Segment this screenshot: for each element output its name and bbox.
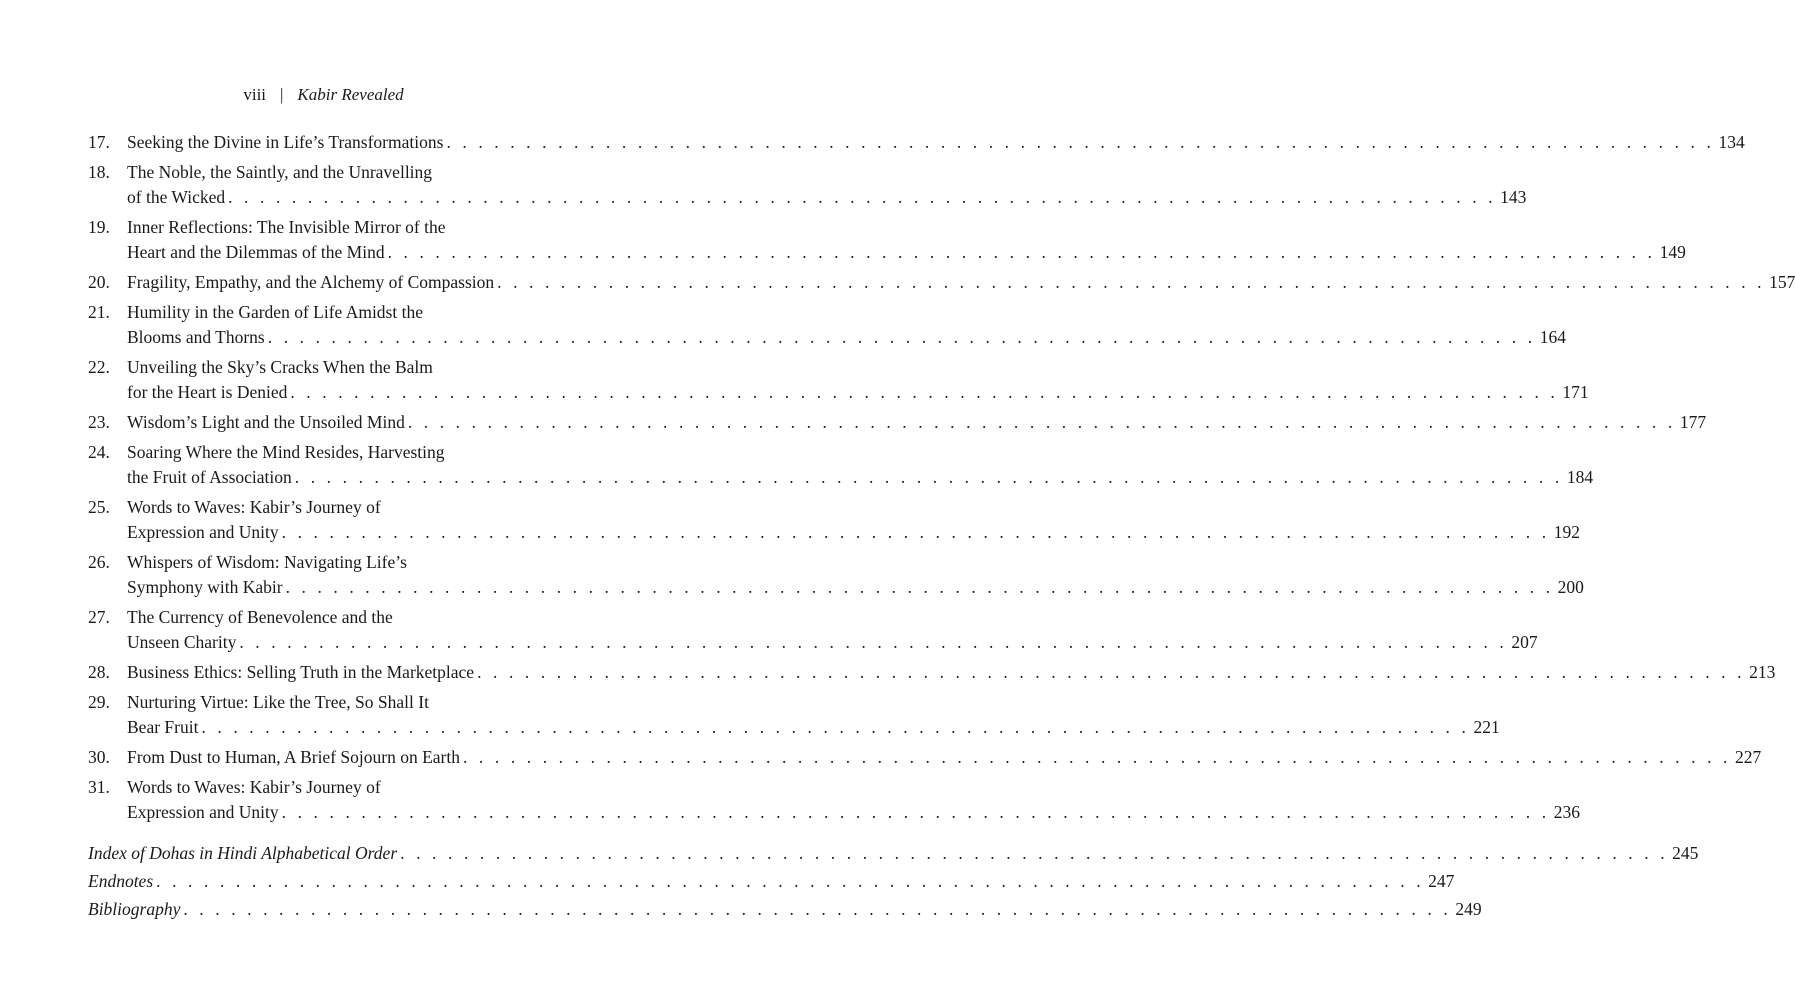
entry-page-number: 184 bbox=[1566, 467, 1594, 487]
dot-leader: . . . . . . . . . . . . . . . . . . . . . . . . . . . . . . . . . . . . . . . . . . . . . . . . . . . . . . . . . . . . . . . . . . . . . . . . . . . . . . . . bbox=[387, 242, 1656, 262]
toc-entry[interactable] bbox=[88, 690, 1500, 740]
entry-title-text: for the Heart is Denied bbox=[127, 382, 288, 402]
chapter-title-line: Words to Waves: Kabir’s Journey of bbox=[127, 497, 381, 517]
back-matter-entry[interactable] bbox=[88, 841, 1699, 866]
entry-last-line bbox=[127, 575, 1584, 600]
toc-entry[interactable] bbox=[88, 440, 1594, 490]
entry-last-line bbox=[88, 869, 1455, 894]
chapter-title bbox=[127, 690, 1500, 740]
chapter-number: 21. bbox=[88, 302, 110, 322]
table-of-contents bbox=[88, 130, 1795, 925]
entry-last-line bbox=[127, 745, 1762, 770]
toc-entry-row bbox=[88, 300, 1567, 350]
entry-page-number: 164 bbox=[1539, 327, 1567, 347]
toc-entry[interactable] bbox=[88, 215, 1686, 265]
entry-last-line bbox=[127, 325, 1567, 350]
chapter-title-line: Unveiling the Sky’s Cracks When the Balm bbox=[127, 357, 433, 377]
toc-entry-row bbox=[88, 160, 1527, 210]
dot-leader: . . . . . . . . . . . . . . . . . . . . . . . . . . . . . . . . . . . . . . . . . . . . . . . . . . . . . . . . . . . . . . . . . . . . . . . . . . . . . . . . bbox=[400, 843, 1669, 863]
entry-last-line bbox=[127, 240, 1686, 265]
toc-entry-row bbox=[88, 550, 1584, 600]
toc-entry[interactable] bbox=[88, 775, 1580, 825]
dot-leader: . . . . . . . . . . . . . . . . . . . . . . . . . . . . . . . . . . . . . . . . . . . . . . . . . . . . . . . . . . . . . . . . . . . . . . . . . . . . . . . . bbox=[183, 899, 1452, 919]
chapter-number: 31. bbox=[88, 777, 110, 797]
entry-last-line bbox=[88, 897, 1482, 922]
entry-last-line bbox=[127, 270, 1795, 295]
toc-entry-row bbox=[88, 495, 1580, 545]
dot-leader: . . . . . . . . . . . . . . . . . . . . . . . . . . . . . . . . . . . . . . . . . . . . . . . . . . . . . . . . . . . . . . . . . . . . . . . . . . . . . . . . bbox=[239, 632, 1508, 652]
toc-entry-row bbox=[88, 775, 1580, 825]
entry-page-number: 213 bbox=[1749, 662, 1776, 682]
chapter-number: 20. bbox=[88, 272, 110, 292]
entry-page-number: 192 bbox=[1553, 522, 1580, 542]
toc-entry-row bbox=[88, 660, 1776, 685]
entry-page-number: 207 bbox=[1511, 632, 1538, 652]
chapter-number: 18. bbox=[88, 162, 110, 182]
back-matter-entry[interactable] bbox=[88, 897, 1482, 922]
chapter-title-line: The Noble, the Saintly, and the Unravelling bbox=[127, 162, 433, 182]
dot-leader: . . . . . . . . . . . . . . . . . . . . . . . . . . . . . . . . . . . . . . . . . . . . . . . . . . . . . . . . . . . . . . . . . . . . . . . . . . . . . . . . bbox=[497, 272, 1766, 292]
running-header bbox=[0, 84, 647, 106]
toc-entry-row bbox=[88, 270, 1795, 295]
entry-title-text: Expression and Unity bbox=[127, 802, 279, 822]
book-title: Kabir Revealed bbox=[297, 85, 404, 104]
chapter-number: 17. bbox=[88, 132, 110, 152]
chapter-title bbox=[127, 160, 1527, 210]
entry-page-number: 227 bbox=[1735, 747, 1762, 767]
chapter-title bbox=[127, 550, 1584, 600]
entry-last-line bbox=[127, 715, 1500, 740]
dot-leader: . . . . . . . . . . . . . . . . . . . . . . . . . . . . . . . . . . . . . . . . . . . . . . . . . . . . . . . . . . . . . . . . . . . . . . . . . . . . . . . . bbox=[462, 747, 1732, 767]
chapter-title bbox=[127, 130, 1745, 155]
toc-entry[interactable] bbox=[88, 550, 1584, 600]
header-separator: | bbox=[280, 85, 284, 104]
entry-page-number: 236 bbox=[1553, 802, 1580, 822]
chapter-number: 23. bbox=[88, 412, 110, 432]
toc-entry-row bbox=[88, 130, 1745, 155]
dot-leader: . . . . . . . . . . . . . . . . . . . . . . . . . . . . . . . . . . . . . . . . . . . . . . . . . . . . . . . . . . . . . . . . . . . . . . . . . . . . . . . . bbox=[281, 522, 1550, 542]
chapter-title bbox=[127, 300, 1567, 350]
chapter-title bbox=[127, 605, 1538, 655]
entry-title-text: Symphony with Kabir bbox=[127, 577, 283, 597]
toc-entry[interactable] bbox=[88, 300, 1567, 350]
chapter-title-line: Whispers of Wisdom: Navigating Life’s bbox=[127, 552, 407, 572]
dot-leader: . . . . . . . . . . . . . . . . . . . . . . . . . . . . . . . . . . . . . . . . . . . . . . . . . . . . . . . . . . . . . . . . . . . . . . . . . . . . . . . . bbox=[446, 132, 1715, 152]
chapter-title bbox=[127, 775, 1580, 825]
entry-last-line bbox=[127, 660, 1776, 685]
entry-page-number: 200 bbox=[1557, 577, 1584, 597]
entry-title-text: Expression and Unity bbox=[127, 522, 279, 542]
entry-page-number: 247 bbox=[1428, 871, 1455, 891]
chapter-title bbox=[127, 355, 1589, 405]
chapter-number: 24. bbox=[88, 442, 110, 462]
entry-title-text: of the Wicked bbox=[127, 187, 226, 207]
toc-entry[interactable] bbox=[88, 495, 1580, 545]
toc-entry-row bbox=[88, 440, 1594, 490]
entry-last-line bbox=[88, 841, 1699, 866]
entry-last-line bbox=[127, 520, 1580, 545]
page-label: viii bbox=[243, 85, 267, 104]
entry-title-text: Seeking the Divine in Life’s Transformations bbox=[127, 132, 444, 152]
toc-entry[interactable] bbox=[88, 130, 1745, 155]
dot-leader: . . . . . . . . . . . . . . . . . . . . . . . . . . . . . . . . . . . . . . . . . . . . . . . . . . . . . . . . . . . . . . . . . . . . . . . . . . . . . . . . bbox=[228, 187, 1497, 207]
entry-page-number: 171 bbox=[1562, 382, 1589, 402]
toc-entry[interactable] bbox=[88, 270, 1795, 295]
chapter-title bbox=[127, 660, 1776, 685]
entry-title-text: Business Ethics: Selling Truth in the Marketplace bbox=[127, 662, 475, 682]
toc-entry[interactable] bbox=[88, 745, 1762, 770]
chapter-title-line: Soaring Where the Mind Resides, Harvesting bbox=[127, 442, 445, 462]
chapter-title bbox=[127, 270, 1795, 295]
entry-last-line bbox=[127, 185, 1527, 210]
dot-leader: . . . . . . . . . . . . . . . . . . . . . . . . . . . . . . . . . . . . . . . . . . . . . . . . . . . . . . . . . . . . . . . . . . . . . . . . . . . . . . . . bbox=[267, 327, 1536, 347]
chapter-number: 30. bbox=[88, 747, 110, 767]
toc-entry-row bbox=[88, 690, 1500, 740]
toc-entry[interactable] bbox=[88, 410, 1707, 435]
chapter-title bbox=[127, 410, 1707, 435]
chapter-number: 26. bbox=[88, 552, 110, 572]
chapter-number: 22. bbox=[88, 357, 110, 377]
chapter-title bbox=[127, 440, 1594, 490]
dot-leader: . . . . . . . . . . . . . . . . . . . . . . . . . . . . . . . . . . . . . . . . . . . . . . . . . . . . . . . . . . . . . . . . . . . . . . . . . . . . . . . . bbox=[281, 802, 1550, 822]
entry-title-text: From Dust to Human, A Brief Sojourn on Earth bbox=[127, 747, 460, 767]
entry-page-number: 249 bbox=[1455, 899, 1482, 919]
entry-title-text: Unseen Charity bbox=[127, 632, 237, 652]
toc-entry[interactable] bbox=[88, 160, 1527, 210]
dot-leader: . . . . . . . . . . . . . . . . . . . . . . . . . . . . . . . . . . . . . . . . . . . . . . . . . . . . . . . . . . . . . . . . . . . . . . . . . . . . . . . . bbox=[156, 871, 1425, 891]
chapter-number: 28. bbox=[88, 662, 110, 682]
toc-entry[interactable] bbox=[88, 605, 1538, 655]
entry-page-number: 149 bbox=[1659, 242, 1686, 262]
dot-leader: . . . . . . . . . . . . . . . . . . . . . . . . . . . . . . . . . . . . . . . . . . . . . . . . . . . . . . . . . . . . . . . . . . . . . . . . . . . . . . . . bbox=[285, 577, 1554, 597]
entry-title-text: Wisdom’s Light and the Unsoiled Mind bbox=[127, 412, 405, 432]
entry-title-text: Index of Dohas in Hindi Alphabetical Order bbox=[88, 843, 398, 863]
chapter-number: 29. bbox=[88, 692, 110, 712]
entry-page-number: 134 bbox=[1718, 132, 1745, 152]
chapter-title-line: Nurturing Virtue: Like the Tree, So Shall It bbox=[127, 692, 429, 712]
chapter-number: 19. bbox=[88, 217, 110, 237]
toc-entry[interactable] bbox=[88, 660, 1776, 685]
toc-entry-row bbox=[88, 410, 1707, 435]
chapter-number: 27. bbox=[88, 607, 110, 627]
entry-last-line bbox=[127, 130, 1745, 155]
chapter-title-line: Words to Waves: Kabir’s Journey of bbox=[127, 777, 381, 797]
dot-leader: . . . . . . . . . . . . . . . . . . . . . . . . . . . . . . . . . . . . . . . . . . . . . . . . . . . . . . . . . . . . . . . . . . . . . . . . . . . . . . . . bbox=[290, 382, 1559, 402]
chapter-title-line: The Currency of Benevolence and the bbox=[127, 607, 393, 627]
entry-title-text: Fragility, Empathy, and the Alchemy of Compassion bbox=[127, 272, 495, 292]
dot-leader: . . . . . . . . . . . . . . . . . . . . . . . . . . . . . . . . . . . . . . . . . . . . . . . . . . . . . . . . . . . . . . . . . . . . . . . . . . . . . . . . bbox=[294, 467, 1563, 487]
entry-title-text: Bibliography bbox=[88, 899, 181, 919]
entry-title-text: Blooms and Thorns bbox=[127, 327, 265, 347]
chapter-number: 25. bbox=[88, 497, 110, 517]
chapter-title bbox=[127, 745, 1762, 770]
entry-last-line bbox=[127, 630, 1538, 655]
entry-last-line bbox=[127, 465, 1594, 490]
toc-entry[interactable] bbox=[88, 355, 1589, 405]
chapter-title bbox=[127, 495, 1580, 545]
toc-entry-row bbox=[88, 215, 1686, 265]
back-matter-entry[interactable] bbox=[88, 869, 1455, 894]
toc-entry-row bbox=[88, 745, 1762, 770]
dot-leader: . . . . . . . . . . . . . . . . . . . . . . . . . . . . . . . . . . . . . . . . . . . . . . . . . . . . . . . . . . . . . . . . . . . . . . . . . . . . . . . . bbox=[407, 412, 1676, 432]
entry-title-text: Endnotes bbox=[88, 871, 154, 891]
dot-leader: . . . . . . . . . . . . . . . . . . . . . . . . . . . . . . . . . . . . . . . . . . . . . . . . . . . . . . . . . . . . . . . . . . . . . . . . . . . . . . . . bbox=[201, 717, 1470, 737]
toc-entry-row bbox=[88, 355, 1589, 405]
entry-title-text: Heart and the Dilemmas of the Mind bbox=[127, 242, 385, 262]
entry-title-text: Bear Fruit bbox=[127, 717, 199, 737]
chapter-title bbox=[127, 215, 1686, 265]
entry-page-number: 221 bbox=[1473, 717, 1500, 737]
chapter-title-line: Inner Reflections: The Invisible Mirror of the bbox=[127, 217, 446, 237]
entry-page-number: 143 bbox=[1500, 187, 1527, 207]
entry-page-number: 245 bbox=[1672, 843, 1699, 863]
entry-page-number: 157 bbox=[1769, 272, 1795, 292]
entry-last-line bbox=[127, 800, 1580, 825]
entry-last-line bbox=[127, 410, 1707, 435]
toc-entry-row bbox=[88, 605, 1538, 655]
entry-page-number: 177 bbox=[1679, 412, 1707, 432]
entry-last-line bbox=[127, 380, 1589, 405]
dot-leader: . . . . . . . . . . . . . . . . . . . . . . . . . . . . . . . . . . . . . . . . . . . . . . . . . . . . . . . . . . . . . . . . . . . . . . . . . . . . . . . . bbox=[477, 662, 1746, 682]
entry-title-text: the Fruit of Association bbox=[127, 467, 292, 487]
chapter-title-line: Humility in the Garden of Life Amidst the bbox=[127, 302, 423, 322]
